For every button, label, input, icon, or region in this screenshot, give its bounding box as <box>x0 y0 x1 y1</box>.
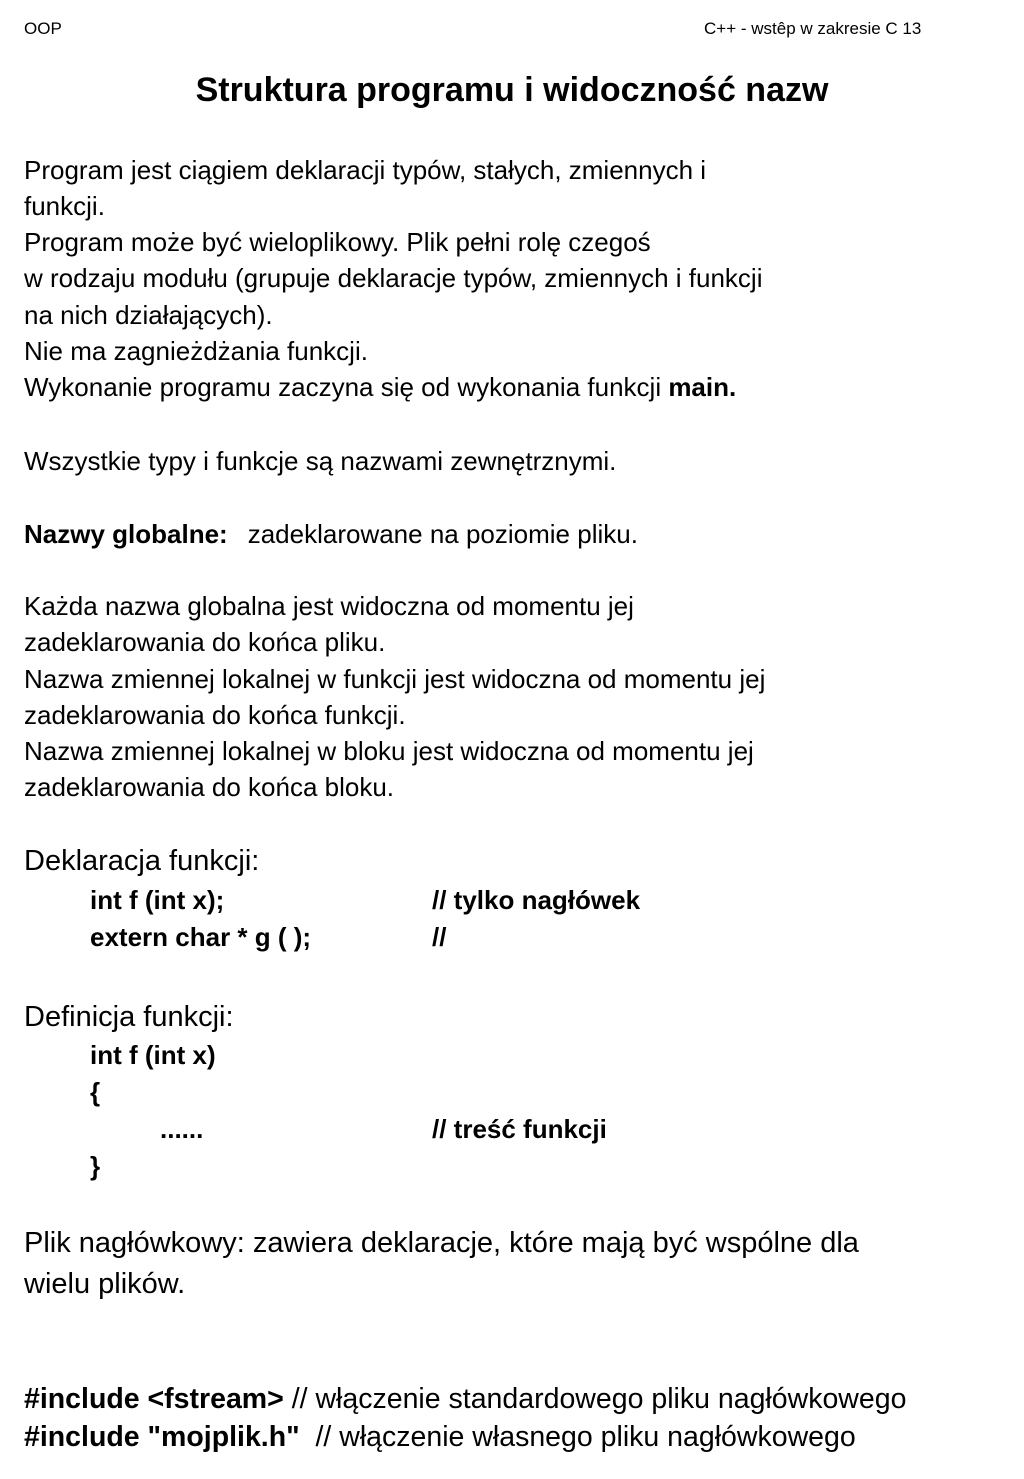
intro-line: Program może być wieloplikowy. Plik pełni rolę czegoś <box>24 227 651 257</box>
definition-close-brace: } <box>90 1151 101 1181</box>
visibility-line: Nazwa zmiennej lokalnej w bloku jest widoczna od momentu jej <box>24 736 754 766</box>
definition-body: ...... <box>160 1114 204 1144</box>
main-line-text: Wykonanie programu zaczyna się od wykonania funkcji <box>24 372 669 402</box>
header-page-info: C++ - wstêp w zakresie C 13 <box>704 19 922 38</box>
declaration-heading: Deklaracja funkcji: <box>24 845 260 877</box>
include-line <box>24 1418 856 1456</box>
include-comment: // włączenie własnego pliku nagłówkowego <box>299 1421 856 1453</box>
page-title: Struktura programu i widoczność nazw <box>195 71 829 109</box>
main-function-line <box>24 369 736 406</box>
global-names-label: Nazwy globalne: <box>24 519 228 549</box>
declaration-code-line: int f (int x); <box>90 885 225 915</box>
intro-line: Nie ma zagnieżdżania funkcji. <box>24 336 368 366</box>
main-keyword: main. <box>668 372 737 402</box>
intro-line: funkcji. <box>24 191 105 221</box>
visibility-line: zadeklarowania do końca pliku. <box>24 627 386 657</box>
declaration-code-line: extern char * g ( ); <box>90 922 312 952</box>
declaration-comment: // tylko nagłówek <box>432 885 641 915</box>
external-names-line: Wszystkie typy i funkcje są nazwami zewnętrznymi. <box>24 446 617 476</box>
definition-heading: Definicja funkcji: <box>24 1001 234 1033</box>
global-names-line <box>24 516 638 553</box>
declaration-comment: // <box>432 922 447 952</box>
header-course: OOP <box>24 19 62 38</box>
include-line <box>24 1380 906 1418</box>
definition-open-brace: { <box>90 1077 101 1107</box>
visibility-line: Każda nazwa globalna jest widoczna od momentu jej <box>24 591 634 621</box>
header-file-line: Plik nagłówkowy: zawiera deklaracje, które mają być wspólne dla <box>24 1227 859 1259</box>
intro-line: Program jest ciągiem deklaracji typów, stałych, zmiennych i <box>24 155 707 185</box>
definition-signature: int f (int x) <box>90 1040 216 1070</box>
include-directive: #include <fstream> <box>24 1383 284 1415</box>
intro-line: na nich działających). <box>24 300 273 330</box>
definition-comment: // treść funkcji <box>432 1114 607 1144</box>
visibility-line: zadeklarowania do końca funkcji. <box>24 700 406 730</box>
visibility-line: Nazwa zmiennej lokalnej w funkcji jest widoczna od momentu jej <box>24 664 766 694</box>
include-directive: #include "mojplik.h" <box>24 1421 300 1453</box>
include-comment: // włączenie standardowego pliku nagłówkowego <box>283 1383 907 1415</box>
global-names-text: zadeklarowane na poziomie pliku. <box>247 519 638 549</box>
visibility-line: zadeklarowania do końca bloku. <box>24 772 395 802</box>
header-file-line: wielu plików. <box>24 1268 186 1300</box>
intro-line: w rodzaju modułu (grupuje deklaracje typów, zmiennych i funkcji <box>24 263 763 293</box>
